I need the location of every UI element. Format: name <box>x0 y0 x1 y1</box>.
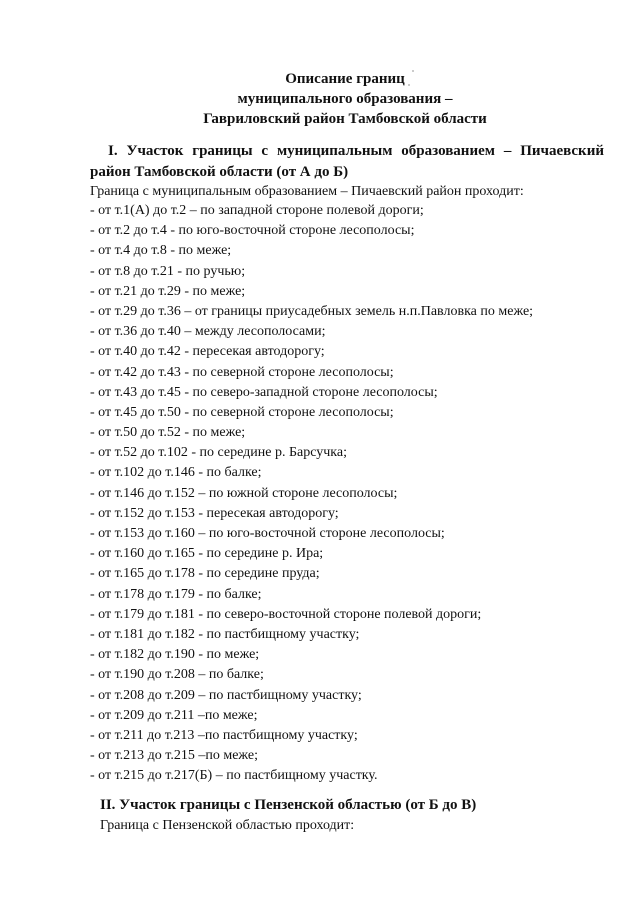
boundary-segment-list <box>90 201 533 786</box>
title-line-2: муниципального образования – <box>237 91 453 107</box>
boundary-segment-item: - от т.209 до т.211 –по меже; <box>90 707 258 723</box>
boundary-segment-item: - от т.52 до т.102 - по середине р. Барсучка; <box>90 445 347 461</box>
boundary-segment-item: - от т.179 до т.181 - по северо-восточной стороне полевой дороги; <box>90 606 482 622</box>
title-line-3: Гавриловский район Тамбовской области <box>203 111 487 127</box>
boundary-segment-item: - от т.36 до т.40 – между лесополосами; <box>90 324 326 340</box>
boundary-segment-item: - от т.21 до т.29 - по меже; <box>90 283 246 299</box>
boundary-segment-item: - от т.43 до т.45 - по северо-западной стороне лесополосы; <box>90 384 438 400</box>
boundary-segment-item: - от т.213 до т.215 –по меже; <box>90 748 259 764</box>
document-title <box>150 69 540 129</box>
section-2-intro: Граница с Пензенской областью проходит: <box>100 818 355 833</box>
boundary-segment-item: - от т.215 до т.217(Б) – по пастбищному участку. <box>90 768 378 784</box>
boundary-segment-item: - от т.146 до т.152 – по южной стороне лесополосы; <box>90 485 398 501</box>
boundary-segment-item: - от т.2 до т.4 - по юго-восточной стороне лесополосы; <box>90 223 415 239</box>
boundary-segment-item: - от т.29 до т.36 – от границы приусадебных земель н.п.Павловка по меже; <box>90 303 534 319</box>
boundary-segment-item: - от т.102 до т.146 - по балке; <box>90 465 262 481</box>
boundary-segment-item: - от т.190 до т.208 – по балке; <box>90 667 264 683</box>
section-1-heading-line-1: I. Участок границы с муниципальным образованием – Пичаевский <box>108 143 604 159</box>
section-2-heading: II. Участок границы с Пензенской областью (от Б до В) <box>100 797 477 813</box>
boundary-segment-item: - от т.208 до т.209 – по пастбищному участку; <box>90 687 362 703</box>
boundary-segment-item: - от т.153 до т.160 – по юго-восточной стороне лесополосы; <box>90 526 445 541</box>
boundary-segment-item: - от т.8 до т.21 - по ручью; <box>90 263 246 279</box>
boundary-segment-item: - от т.182 до т.190 - по меже; <box>90 647 260 663</box>
boundary-segment-item: - от т.181 до т.182 - по пастбищному участку; <box>90 626 360 642</box>
boundary-segment-item: - от т.50 до т.52 - по меже; <box>90 425 246 441</box>
boundary-segment-item: - от т.165 до т.178 - по середине пруда; <box>90 566 320 582</box>
boundary-segment-item: - от т.42 до т.43 - по северной стороне лесополосы; <box>90 364 394 380</box>
section-1-heading <box>90 141 604 183</box>
section-1-intro: Граница с муниципальным образованием – Пичаевский район проходит: <box>90 184 524 199</box>
boundary-segment-item: - от т.1(А) до т.2 – по западной стороне полевой дороги; <box>90 203 424 218</box>
boundary-segment-item: - от т.178 до т.179 - по балке; <box>90 586 262 602</box>
boundary-segment-item: - от т.40 до т.42 - пересекая автодорогу; <box>90 344 325 360</box>
boundary-segment-item: - от т.152 до т.153 - пересекая автодорогу; <box>90 505 339 521</box>
boundary-segment-item: - от т.211 до т.213 –по пастбищному участку; <box>90 727 358 743</box>
boundary-segment-item: - от т.160 до т.165 - по середине р. Ира; <box>90 546 324 562</box>
boundary-segment-item: - от т.4 до т.8 - по меже; <box>90 243 232 259</box>
section-1-heading-line-2: район Тамбовской области (от А до Б) <box>90 164 349 180</box>
title-line-1: Описание границ <box>285 71 405 87</box>
boundary-segment-item: - от т.45 до т.50 - по северной стороне лесополосы; <box>90 404 394 420</box>
